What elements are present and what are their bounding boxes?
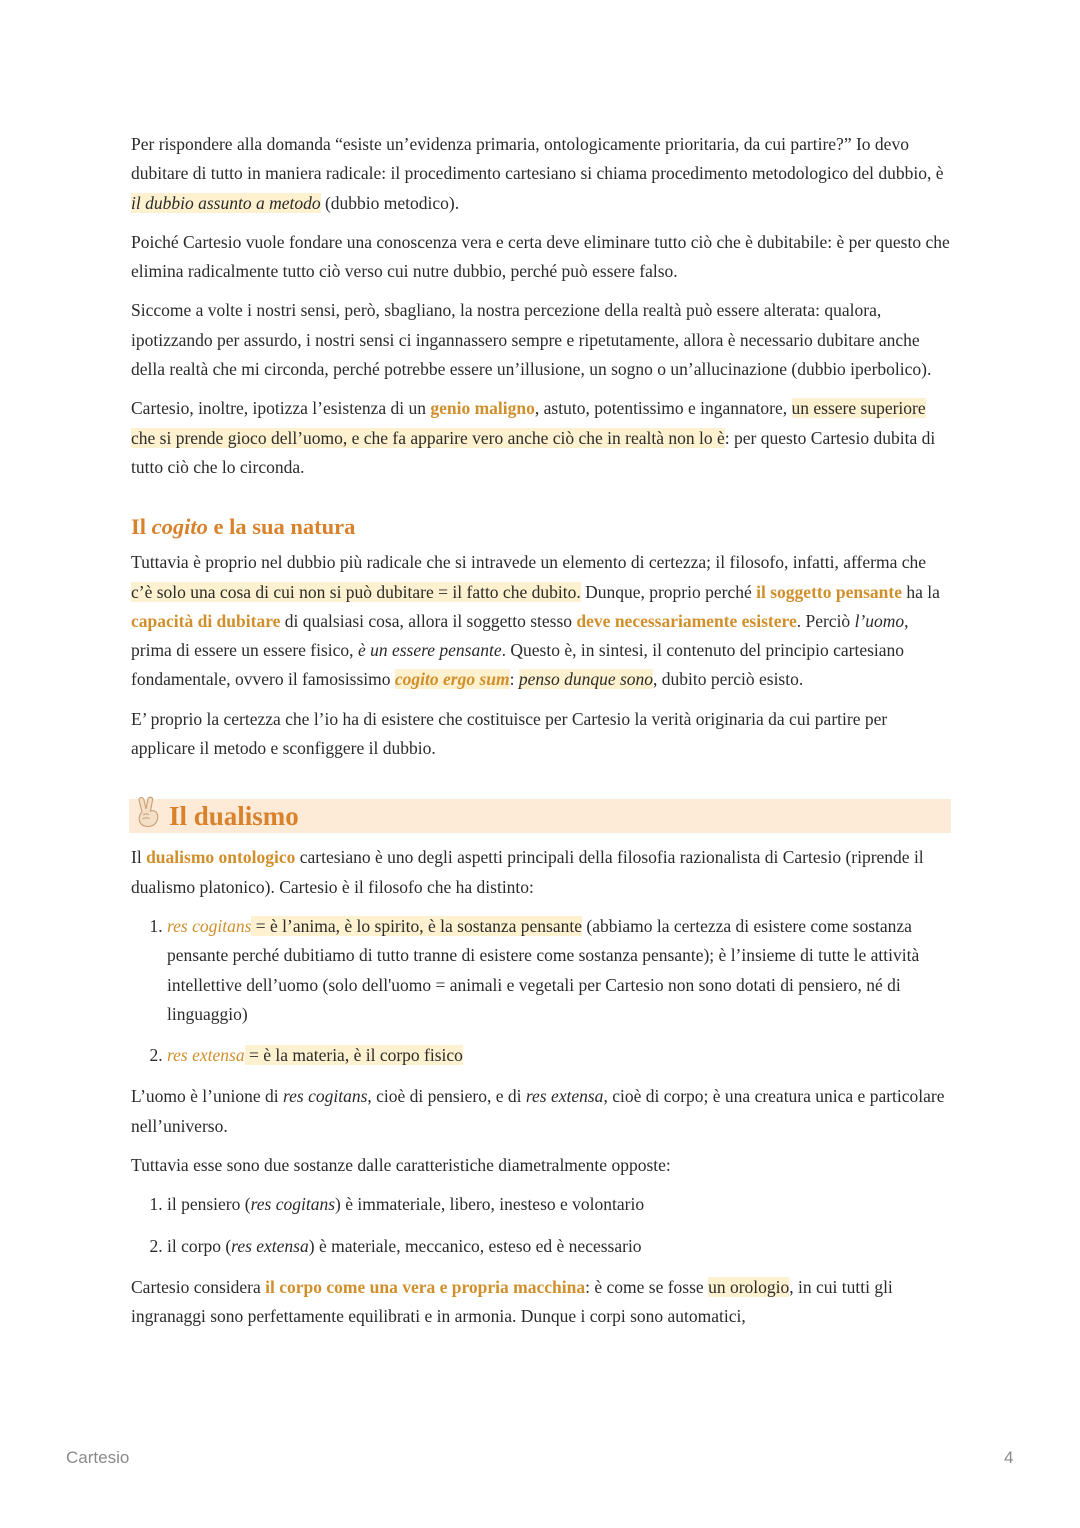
highlight-essere-superiore: un essere superiore che si prende gioco dell’uomo, e che fa apparire vero anche ciò che in realtà non lo è — [131, 398, 926, 448]
term-res-extensa: res extensa — [167, 1045, 245, 1066]
keyword-corpo-macchina: il corpo come una vera e propria macchina — [265, 1276, 586, 1297]
keyword-genio-maligno: genio maligno — [430, 398, 535, 419]
paragraph-dubbio-metodico: Per rispondere alla domanda “esiste un’evidenza primaria, ontologicamente prioritaria, da cui partire?” Io devo dubitare di tutto in maniera radicale: il procedimento cartesiano si chiama procedimento metodologico del dubbio, è il dubbio assunto a metodo (dubbio metodico). — [131, 134, 944, 213]
paragraph-sensi: Siccome a volte i nostri sensi, però, sbagliano, la nostra percezione della realtà può essere alterata: qualora, ipotizzando per assurdo, i nostri sensi ci ingannassero sempre e ripetutamente, allora è necessario dubitare anche della realtà che mi circonda, perché potrebbe essere un’illusione, un sogno o un’allucinazione (dubbio iperbolico). — [131, 300, 932, 380]
paragraph-corpo-macchina: Cartesio considera il corpo come una vera e propria macchina: è come se fosse un orologio, in cui tutti gli ingranaggi sono perfettamente equilibrati e in armonia. Dunque i corpi sono automatici, — [131, 1276, 893, 1327]
list-sostanze — [131, 912, 951, 1070]
highlight-certezza: c’è solo una cosa di cui non si può dubitare = il fatto che dubito. — [131, 581, 581, 602]
list-item-corpo: 2. il corpo (res extensa) è materiale, meccanico, esteso ed è necessario — [167, 1232, 951, 1261]
paragraph-sostanze-opposte: Tuttavia esse sono due sostanze dalle caratteristiche diametralmente opposte: — [131, 1155, 671, 1176]
keyword-cogito-ergo-sum: cogito ergo sum — [394, 669, 510, 690]
keyword-dualismo-ontologico: dualismo ontologico — [146, 847, 296, 868]
paragraph-conoscenza: Poiché Cartesio vuole fondare una conoscenza vera e certa deve eliminare tutto ciò che è dubitabile: è per questo che elimina radicalmente tutto ciò verso cui nutre dubbio, perché può essere falso. — [131, 231, 950, 282]
term-res-cogitans: res cogitans — [167, 915, 252, 936]
paragraph-cogito: Tuttavia è proprio nel dubbio più radicale che si intravede un elemento di certezza; il filosofo, infatti, afferma che c’è solo una cosa di cui non si può dubitare = il fatto che dubito. Dunque, proprio perché il soggetto pensante ha la capacità di dubitare di qualsiasi cosa, allora il soggetto stesso deve necessariamente esistere. Perciò l’uomo, prima di essere un essere fisico, è un essere pensante. Questo è, in sintesi, il contenuto del principio cartesiano fondamentale, ovvero il famosissimo cogito ergo sum: penso dunque sono, dubito perciò esisto. — [131, 552, 940, 690]
keyword-soggetto-pensante: il soggetto pensante — [756, 581, 902, 602]
list-item-res-extensa: 2. res extensa = è la materia, è il corpo fisico — [167, 1041, 951, 1070]
heading-cogito: Il cogito e la sua natura — [131, 514, 356, 540]
paragraph-uomo-unione: L’uomo è l’unione di res cogitans, cioè di pensiero, e di res extensa, cioè di corpo; è una creatura unica e particolare nell’universo. — [131, 1086, 945, 1136]
list-item-res-cogitans: 1. res cogitans = è l’anima, è lo spirito, è la sostanza pensante (abbiamo la certezza di esistere come sostanza pensante perché dubitiamo di tutto tranne di esistere come sostanza pensante); è l’insieme di tutte le attività intellettive dell’uomo (solo dell'uomo = animali e vegetali per Cartesio non sono dotati di pensiero, né di linguaggio) — [167, 912, 951, 1029]
page-content — [131, 130, 951, 1342]
page-number: 4 — [1004, 1448, 1014, 1467]
paragraph-genio-maligno: Cartesio, inoltre, ipotizza l’esistenza di un genio maligno, astuto, potentissimo e ingannatore, un essere superiore che si prende gioco dell’uomo, e che fa apparire vero anche ciò che in realtà non lo è: per questo Cartesio dubita di tutto ciò che lo circonda. — [131, 398, 936, 477]
list-caratteristiche — [131, 1190, 951, 1261]
footer-title: Cartesio — [66, 1448, 130, 1467]
highlight-dubbio-metodo: il dubbio assunto a metodo — [131, 192, 321, 213]
list-item-pensiero: 1. il pensiero (res cogitans) è immateriale, libero, inesteso e volontario — [167, 1190, 951, 1219]
paragraph-dualismo-ontologico: Il dualismo ontologico cartesiano è uno degli aspetti principali della filosofia razionalista di Cartesio (riprende il dualismo platonico). Cartesio è il filosofo che ha distinto: — [131, 847, 924, 897]
keyword-capacita-dubitare: capacità di dubitare — [131, 610, 281, 631]
paragraph-certezza-io: E’ proprio la certezza che l’io ha di esistere che costituisce per Cartesio la verità originaria da cui partire per applicare il metodo e sconfiggere il dubbio. — [131, 708, 888, 759]
highlight-penso-dunque-sono: penso dunque sono — [518, 669, 654, 690]
highlight-orologio: un orologio — [708, 1276, 790, 1297]
keyword-deve-esistere: deve necessariamente esistere — [576, 610, 797, 631]
victory-hand-icon — [133, 796, 163, 837]
section-heading-dualismo — [129, 799, 951, 833]
section-title: Il dualismo — [169, 800, 299, 831]
